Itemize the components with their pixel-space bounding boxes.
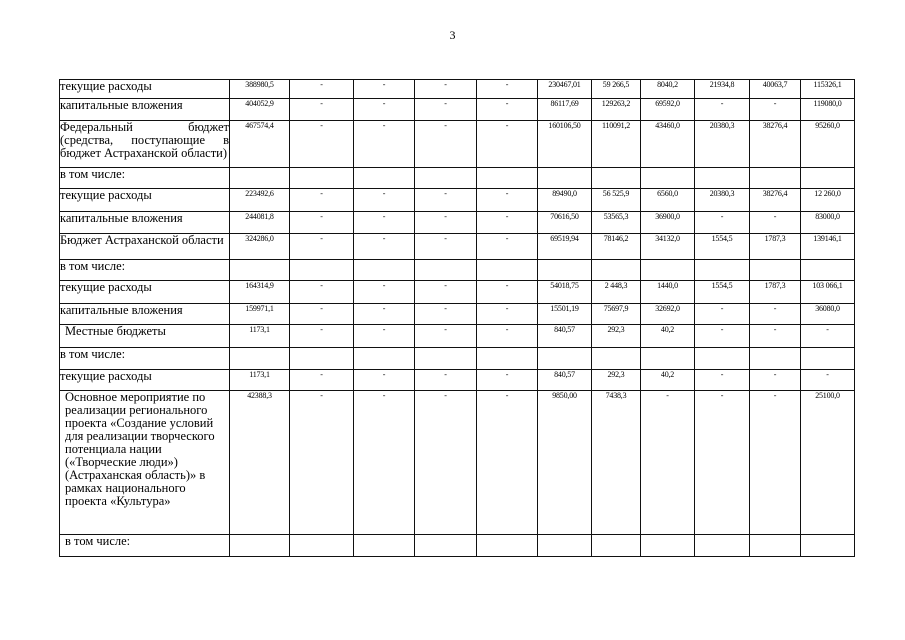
value-cell: -: [750, 212, 801, 234]
value-cell: [354, 260, 415, 281]
value-cell: -: [354, 304, 415, 325]
row-label: Федеральный бюджет (средства, поступающие в бюджет Астраханской области): [60, 121, 230, 168]
value-cell: [695, 260, 750, 281]
value-cell: 160106,50: [538, 121, 592, 168]
value-cell: 15501,19: [538, 304, 592, 325]
row-label: капитальные вложения: [60, 99, 230, 121]
value-cell: 20380,3: [695, 121, 750, 168]
value-cell: [477, 168, 538, 189]
value-cell: -: [415, 234, 477, 260]
value-cell: [801, 168, 855, 189]
table-row: [60, 391, 855, 535]
table-row: [60, 535, 855, 557]
value-cell: [290, 348, 354, 370]
value-cell: [750, 535, 801, 557]
value-cell: 43460,0: [641, 121, 695, 168]
value-cell: 404052,9: [230, 99, 290, 121]
value-cell: [538, 168, 592, 189]
value-cell: [592, 348, 641, 370]
table-row: [60, 80, 855, 99]
value-cell: 54018,75: [538, 281, 592, 304]
value-cell: 1787,3: [750, 281, 801, 304]
row-label: текущие расходы: [60, 80, 230, 99]
value-cell: [230, 348, 290, 370]
value-cell: 388980,5: [230, 80, 290, 99]
value-cell: [641, 260, 695, 281]
value-cell: 292,3: [592, 325, 641, 348]
table-row: [60, 168, 855, 189]
value-cell: 230467,01: [538, 80, 592, 99]
value-cell: 115326,1: [801, 80, 855, 99]
value-cell: [477, 535, 538, 557]
value-cell: 12 260,0: [801, 189, 855, 212]
value-cell: -: [750, 391, 801, 535]
table-row: [60, 348, 855, 370]
value-cell: [641, 168, 695, 189]
value-cell: [290, 168, 354, 189]
value-cell: 59 266,5: [592, 80, 641, 99]
value-cell: -: [415, 391, 477, 535]
value-cell: [695, 348, 750, 370]
table-row: [60, 212, 855, 234]
value-cell: [801, 348, 855, 370]
value-cell: 9850,00: [538, 391, 592, 535]
value-cell: 75697,9: [592, 304, 641, 325]
value-cell: [230, 535, 290, 557]
value-cell: -: [290, 281, 354, 304]
value-cell: 53565,3: [592, 212, 641, 234]
value-cell: -: [354, 281, 415, 304]
value-cell: 32692,0: [641, 304, 695, 325]
value-cell: -: [477, 121, 538, 168]
value-cell: 89490,0: [538, 189, 592, 212]
row-label: Основное мероприятие по реализации регионального проекта «Создание условий для реализации творческого потенциала нации («Творческие люди») (Астраханская область)» в рамках национального проекта «Культура»: [60, 391, 230, 535]
value-cell: [750, 348, 801, 370]
value-cell: -: [415, 304, 477, 325]
value-cell: 1554,5: [695, 234, 750, 260]
row-label: капитальные вложения: [60, 212, 230, 234]
value-cell: 223492,6: [230, 189, 290, 212]
value-cell: -: [354, 234, 415, 260]
value-cell: [230, 168, 290, 189]
value-cell: 20380,3: [695, 189, 750, 212]
value-cell: 34132,0: [641, 234, 695, 260]
value-cell: -: [695, 391, 750, 535]
table-row: [60, 189, 855, 212]
value-cell: -: [290, 370, 354, 391]
value-cell: -: [354, 212, 415, 234]
value-cell: [290, 260, 354, 281]
value-cell: 38276,4: [750, 121, 801, 168]
table-row: [60, 99, 855, 121]
value-cell: -: [415, 281, 477, 304]
value-cell: -: [477, 189, 538, 212]
value-cell: [592, 168, 641, 189]
value-cell: [695, 168, 750, 189]
value-cell: -: [290, 234, 354, 260]
value-cell: 70616,50: [538, 212, 592, 234]
value-cell: -: [415, 325, 477, 348]
value-cell: -: [290, 304, 354, 325]
value-cell: 40,2: [641, 325, 695, 348]
value-cell: -: [415, 80, 477, 99]
value-cell: 38276,4: [750, 189, 801, 212]
value-cell: -: [477, 325, 538, 348]
value-cell: -: [354, 189, 415, 212]
value-cell: 83000,0: [801, 212, 855, 234]
value-cell: 1440,0: [641, 281, 695, 304]
row-label: текущие расходы: [60, 281, 230, 304]
value-cell: -: [354, 121, 415, 168]
value-cell: -: [415, 370, 477, 391]
value-cell: 840,57: [538, 325, 592, 348]
value-cell: -: [750, 370, 801, 391]
value-cell: [592, 260, 641, 281]
value-cell: [354, 348, 415, 370]
value-cell: 1554,5: [695, 281, 750, 304]
value-cell: 164314,9: [230, 281, 290, 304]
row-label: капитальные вложения: [60, 304, 230, 325]
value-cell: -: [695, 99, 750, 121]
value-cell: 6560,0: [641, 189, 695, 212]
value-cell: [641, 535, 695, 557]
value-cell: 110091,2: [592, 121, 641, 168]
value-cell: -: [477, 304, 538, 325]
value-cell: -: [354, 370, 415, 391]
value-cell: -: [354, 391, 415, 535]
value-cell: 324286,0: [230, 234, 290, 260]
value-cell: -: [477, 212, 538, 234]
value-cell: [415, 535, 477, 557]
value-cell: 1173,1: [230, 370, 290, 391]
value-cell: 129263,2: [592, 99, 641, 121]
value-cell: -: [290, 325, 354, 348]
row-label: текущие расходы: [60, 370, 230, 391]
value-cell: -: [801, 370, 855, 391]
value-cell: 292,3: [592, 370, 641, 391]
value-cell: -: [750, 99, 801, 121]
row-label: Местные бюджеты: [60, 325, 230, 348]
value-cell: -: [477, 281, 538, 304]
table-row: [60, 304, 855, 325]
value-cell: 1173,1: [230, 325, 290, 348]
value-cell: -: [641, 391, 695, 535]
value-cell: 78146,2: [592, 234, 641, 260]
value-cell: [415, 348, 477, 370]
value-cell: -: [695, 304, 750, 325]
value-cell: [538, 348, 592, 370]
table-row: [60, 260, 855, 281]
value-cell: -: [415, 189, 477, 212]
value-cell: 21934,8: [695, 80, 750, 99]
value-cell: 56 525,9: [592, 189, 641, 212]
table-row: [60, 281, 855, 304]
value-cell: [415, 168, 477, 189]
value-cell: -: [477, 370, 538, 391]
value-cell: -: [801, 325, 855, 348]
value-cell: -: [477, 391, 538, 535]
value-cell: -: [695, 325, 750, 348]
value-cell: [230, 260, 290, 281]
value-cell: 103 066,1: [801, 281, 855, 304]
value-cell: -: [750, 304, 801, 325]
value-cell: [538, 535, 592, 557]
table-row: [60, 121, 855, 168]
value-cell: 8040,2: [641, 80, 695, 99]
page-number: 3: [449, 28, 456, 42]
value-cell: -: [290, 121, 354, 168]
table-row: [60, 325, 855, 348]
value-cell: [801, 535, 855, 557]
value-cell: 36900,0: [641, 212, 695, 234]
value-cell: -: [695, 212, 750, 234]
value-cell: [354, 535, 415, 557]
value-cell: 69519,94: [538, 234, 592, 260]
value-cell: 69592,0: [641, 99, 695, 121]
table-row: [60, 370, 855, 391]
value-cell: [592, 535, 641, 557]
value-cell: -: [477, 99, 538, 121]
row-label: Бюджет Астраханской области: [60, 234, 230, 260]
value-cell: -: [415, 212, 477, 234]
value-cell: -: [290, 212, 354, 234]
value-cell: -: [290, 189, 354, 212]
value-cell: 7438,3: [592, 391, 641, 535]
value-cell: -: [354, 99, 415, 121]
value-cell: [801, 260, 855, 281]
value-cell: -: [695, 370, 750, 391]
value-cell: -: [477, 80, 538, 99]
value-cell: [415, 260, 477, 281]
value-cell: 467574,4: [230, 121, 290, 168]
value-cell: -: [415, 99, 477, 121]
value-cell: [750, 260, 801, 281]
value-cell: -: [477, 234, 538, 260]
row-label: текущие расходы: [60, 189, 230, 212]
value-cell: 25100,0: [801, 391, 855, 535]
value-cell: 40063,7: [750, 80, 801, 99]
value-cell: 95260,0: [801, 121, 855, 168]
budget-table: [59, 79, 855, 557]
value-cell: 2 448,3: [592, 281, 641, 304]
value-cell: 36080,0: [801, 304, 855, 325]
value-cell: -: [354, 325, 415, 348]
value-cell: [477, 348, 538, 370]
value-cell: -: [290, 80, 354, 99]
row-label: в том числе:: [60, 260, 230, 281]
table-row: [60, 234, 855, 260]
value-cell: 1787,3: [750, 234, 801, 260]
value-cell: 139146,1: [801, 234, 855, 260]
value-cell: 159971,1: [230, 304, 290, 325]
value-cell: -: [290, 391, 354, 535]
value-cell: 244081,8: [230, 212, 290, 234]
value-cell: 840,57: [538, 370, 592, 391]
value-cell: -: [290, 99, 354, 121]
value-cell: [750, 168, 801, 189]
row-label: в том числе:: [60, 168, 230, 189]
row-label: в том числе:: [60, 348, 230, 370]
value-cell: [538, 260, 592, 281]
value-cell: [477, 260, 538, 281]
value-cell: -: [354, 80, 415, 99]
value-cell: 86117,69: [538, 99, 592, 121]
value-cell: 40,2: [641, 370, 695, 391]
value-cell: -: [415, 121, 477, 168]
value-cell: -: [750, 325, 801, 348]
value-cell: [290, 535, 354, 557]
row-label: в том числе:: [60, 535, 230, 557]
value-cell: 42388,3: [230, 391, 290, 535]
value-cell: [695, 535, 750, 557]
value-cell: [641, 348, 695, 370]
value-cell: 119080,0: [801, 99, 855, 121]
value-cell: [354, 168, 415, 189]
